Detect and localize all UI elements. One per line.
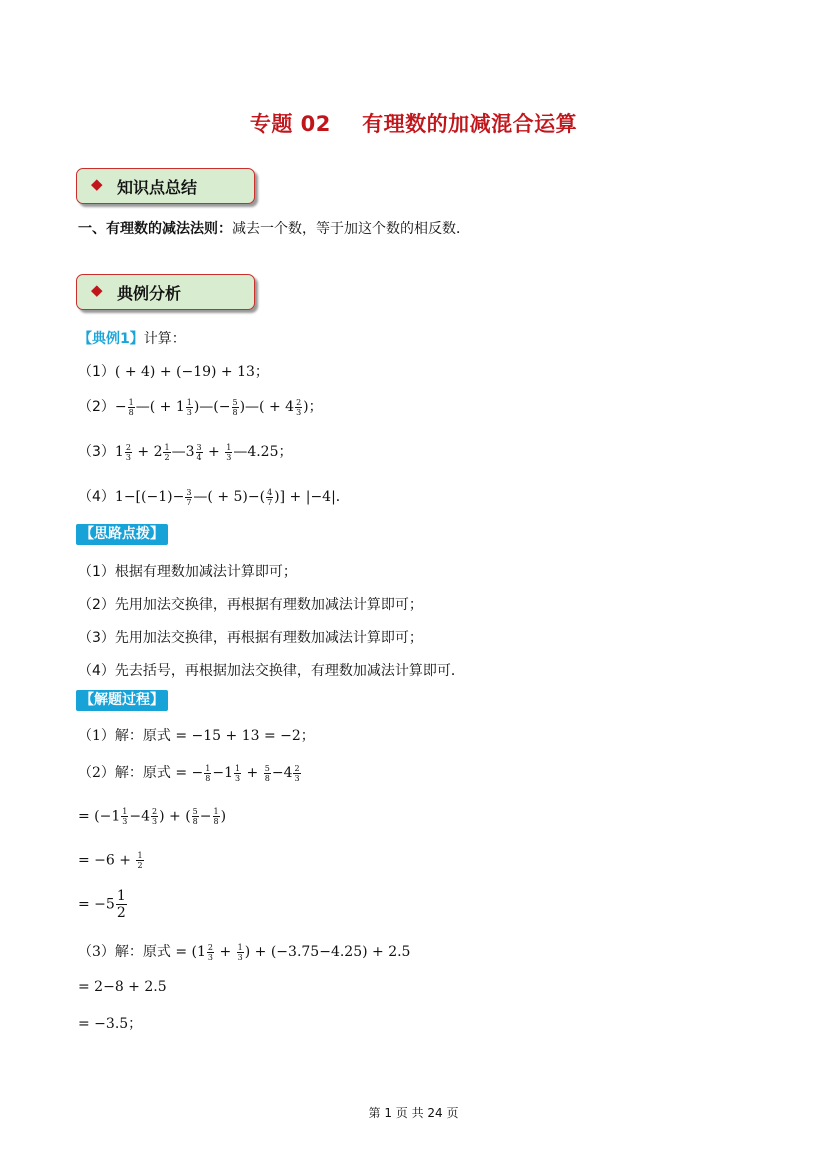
expr-part: −4 [129, 808, 151, 825]
fraction: $\frac{1}{8}$ [205, 763, 211, 783]
solution-step-8: = −3.5； [78, 1016, 143, 1032]
expr-part: )—(− [193, 399, 231, 415]
fraction: $\frac{1}{2}$ [137, 851, 143, 870]
section-header-knowledge [76, 168, 255, 204]
fraction: $\frac{1}{2}$ [164, 442, 170, 462]
expr-part: = −6 + [78, 852, 136, 869]
expr-part: （2）解：原式 = − [78, 765, 204, 781]
expr-part: 1 [114, 444, 124, 460]
expr-part: )] + |−4|． [274, 489, 350, 505]
expr-part: −1 [212, 765, 234, 781]
expr-part: − [199, 808, 212, 825]
expr-part: )； [303, 399, 323, 415]
fraction: $\frac{2}{3}$ [294, 763, 300, 783]
expr-part: )—( + 4 [239, 399, 295, 415]
expr-part: —4.25； [233, 444, 293, 460]
problem-index: （4） [78, 489, 115, 505]
subtraction-rule [78, 218, 470, 238]
hint-item: （3）先用加法交换律，再根据有理数加减法计算即可； [78, 630, 423, 646]
fraction: $\frac{1}{3}$ [186, 397, 192, 417]
page-title: 专题 02 有理数的加减混合运算 [249, 112, 578, 136]
diamond-icon: ◆ [91, 281, 103, 299]
expr-part: ) + ( [159, 808, 191, 825]
section-header-examples [76, 274, 255, 310]
fraction: $\frac{1}{3}$ [237, 942, 243, 962]
fraction: $\frac{2}{3}$ [296, 397, 302, 417]
problem-3 [78, 441, 293, 462]
expr-part: + 2 [132, 444, 163, 460]
fraction: $\frac{1}{3}$ [226, 442, 232, 462]
problem-4 [78, 486, 350, 507]
hint-item: （2）先用加法交换律，再根据有理数加减法计算即可； [78, 597, 423, 613]
expr-part: −4 [271, 765, 293, 781]
solution-step-6 [78, 941, 410, 962]
fraction: $\frac{1}{8}$ [128, 397, 134, 417]
rule-text: 减去一个数，等于加这个数的相反数． [232, 221, 470, 237]
fraction: $\frac{2}{3}$ [125, 442, 131, 462]
expr-part: = (−1 [78, 808, 121, 825]
solution-step-4 [78, 851, 145, 870]
expr-part: —( + 1 [135, 399, 185, 415]
fraction: $\frac{1}{3}$ [235, 763, 241, 783]
fraction: $\frac{4}{7}$ [267, 487, 273, 507]
solution-tag: 【解题过程】 [76, 690, 168, 711]
hint-item: （1）根据有理数加减法计算即可； [78, 564, 297, 580]
expr-part: ) + (−3.75−4.25) + 2.5 [244, 944, 411, 960]
solution-step-1: （1）解：原式 = −15 + 13 = −2； [78, 728, 315, 744]
example-tag: 【典例1】 [78, 331, 144, 347]
expr-part: = −5 [78, 896, 115, 913]
fraction: $\frac{3}{7}$ [186, 487, 192, 507]
hint-item: （4）先去括号，再根据加法交换律，有理数加减法计算即可． [78, 663, 465, 679]
rule-lead: 一、有理数的减法法则： [78, 221, 232, 237]
fraction: $\frac{5}{8}$ [232, 397, 238, 417]
solution-step-5 [78, 888, 128, 921]
fraction: $\frac{1}{2}$ [116, 888, 126, 921]
expr-part: 1−[(−1)− [114, 489, 185, 505]
section-label: 知识点总结 [117, 178, 198, 197]
fraction: $\frac{3}{4}$ [196, 442, 202, 462]
fraction: $\frac{5}{8}$ [192, 807, 198, 826]
expr-part: ) [220, 808, 227, 825]
problem-index: （1） [78, 364, 115, 380]
expr-part: − [114, 399, 127, 415]
expr-part: + [215, 944, 236, 960]
problem-index: （2） [78, 399, 115, 415]
fraction: $\frac{1}{3}$ [122, 807, 128, 826]
page-footer: 第 1 页 共 24 页 [368, 1106, 459, 1120]
fraction: $\frac{2}{3}$ [207, 942, 214, 962]
diamond-icon: ◆ [91, 175, 103, 193]
expr-part: —( + 5)−( [193, 489, 266, 505]
example-prompt: 计算： [143, 331, 186, 347]
problem-expression: ( + 4) + (−19) + 13； [114, 364, 269, 380]
fraction: $\frac{2}{3}$ [152, 807, 158, 826]
fraction: $\frac{1}{8}$ [213, 807, 219, 826]
fraction: $\frac{5}{8}$ [264, 763, 270, 783]
hint-tag: 【思路点拨】 [76, 524, 168, 545]
section-label: 典例分析 [117, 284, 182, 303]
expr-part: + [203, 444, 225, 460]
problem-index: （3） [78, 444, 115, 460]
expr-part: —3 [171, 444, 195, 460]
problem-1 [78, 361, 269, 381]
problem-2 [78, 396, 323, 417]
expr-part: + [242, 765, 263, 781]
solution-step-3 [78, 807, 226, 826]
solution-step-7: = 2−8 + 2.5 [78, 979, 167, 995]
example-heading [78, 328, 186, 348]
solution-step-2 [78, 762, 302, 783]
expr-part: （3）解：原式 = (1 [78, 944, 206, 960]
